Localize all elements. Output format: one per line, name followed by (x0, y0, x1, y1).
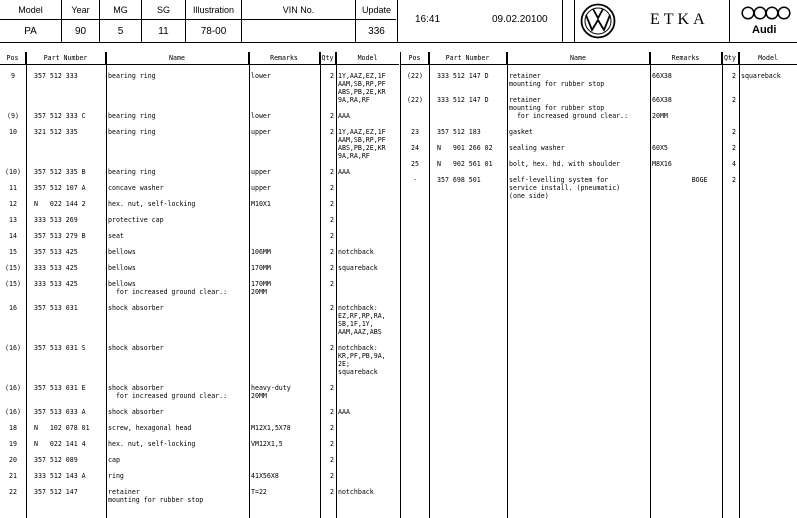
vin-label: VIN No. (282, 5, 315, 15)
cell-remarks: lower (251, 112, 271, 120)
model-label: Model (18, 5, 43, 15)
vin-cell (242, 0, 356, 42)
cell-name: hex. nut, self-locking (108, 200, 196, 208)
cell-remarks: upper (251, 184, 271, 192)
cell-qty: 2 (330, 424, 334, 432)
cell-part-number: 357 512 107 A (34, 184, 86, 192)
cell-part-number: 333 512 147 D (437, 96, 489, 104)
cell-remarks: 106MM (251, 248, 271, 256)
cell-qty: 2 (330, 344, 334, 352)
left-parts-table (0, 52, 399, 518)
cell-pos: 11 (9, 184, 17, 192)
update-cell (356, 0, 398, 42)
cell-qty: 2 (330, 248, 334, 256)
left-col-qty-header: Qty (320, 52, 336, 64)
cell-qty: 2 (330, 216, 334, 224)
cell-qty: 2 (330, 384, 334, 392)
cell-name: gasket (509, 128, 533, 136)
cell-part-number: 321 512 335 (34, 128, 78, 136)
cell-pos: (16) (5, 344, 21, 352)
left-col-model-header: Model (357, 54, 378, 62)
year-cell (62, 0, 100, 42)
cell-qty: 2 (330, 264, 334, 272)
header-bar (0, 0, 797, 42)
cell-pos: (10) (5, 168, 21, 176)
cell-part-number: 357 512 333 C (34, 112, 86, 120)
cell-part-number: 333 512 147 D (437, 72, 489, 80)
cell-pos: 21 (9, 472, 17, 480)
etka-title: ETKA (650, 11, 709, 28)
cell-name: screw, hexagonal head (108, 424, 192, 432)
left-sep-3 (249, 52, 250, 518)
cell-name: bolt, hex. hd. with shoulder (509, 160, 621, 168)
cell-name: retainer mounting for rubber stop (108, 488, 204, 504)
cell-pos: 18 (9, 424, 17, 432)
cell-part-number: 357 512 147 (34, 488, 78, 496)
right-col-name-header: Name (507, 52, 650, 64)
cell-qty: 2 (330, 488, 334, 496)
update-label: Update (361, 5, 392, 15)
sg-value: 11 (158, 26, 169, 37)
audi-rings-icon (740, 6, 792, 20)
cell-pos: (16) (5, 408, 21, 416)
cell-name: ring (108, 472, 124, 480)
cell-pos: 10 (9, 128, 17, 136)
right-sep-5 (739, 52, 740, 518)
right-sep-2 (507, 52, 508, 518)
year-value: 90 (74, 26, 87, 37)
left-col-pos-header: Pos (0, 52, 26, 64)
left-col-part-header: Part Number (26, 52, 106, 64)
cell-part-number: 357 512 089 (34, 456, 78, 464)
right-sep-1 (429, 52, 430, 518)
cell-pos: (15) (5, 264, 21, 272)
illustration-label: Illustration (192, 5, 235, 15)
cell-name: bellows for increased ground clear.: (108, 280, 228, 296)
right-sep-4 (722, 52, 723, 518)
cell-name: retainer mounting for rubber stop for increased ground clear.: (509, 96, 629, 120)
cell-qty: 2 (330, 408, 334, 416)
model-value: PA (24, 26, 37, 37)
cell-model: 1Y,AAZ,EZ,1F AAM,SB,RP,PF ABS,PB,2E,KR 9A,RA,RF (338, 72, 386, 104)
cell-pos: 25 (411, 160, 419, 168)
header-bottom-line (0, 42, 797, 43)
cell-name: bellows (108, 248, 136, 256)
cell-name: protective cap (108, 216, 164, 224)
cell-part-number: 357 513 031 S (34, 344, 86, 352)
cell-qty: 2 (330, 200, 334, 208)
cell-part-number: N 901 266 02 (437, 144, 493, 152)
cell-remarks: T=22 (251, 488, 267, 496)
year-label: Year (71, 5, 90, 15)
mg-label: MG (113, 5, 128, 15)
cell-remarks: heavy-duty 20MM (251, 384, 291, 400)
cell-model: notchback (338, 248, 374, 256)
cell-pos: 22 (9, 488, 17, 496)
cell-pos: (22) (407, 72, 423, 80)
cell-name: sealing washer (509, 144, 565, 152)
cell-model: notchback: EZ,RF,RP,RA, SB,1F,1Y, AAM,AAZ,ABS (338, 304, 386, 336)
cell-pos: 19 (9, 440, 17, 448)
right-col-qty-header: Qty (722, 52, 739, 64)
cell-pos: (16) (5, 384, 21, 392)
cell-remarks: M10X1 (251, 200, 271, 208)
cell-remarks: BOGE (652, 176, 708, 184)
header-divider (0, 19, 396, 20)
cell-qty: 2 (732, 176, 736, 184)
cell-name: bearing ring (108, 112, 156, 120)
cell-part-number: N 022 141 4 (34, 440, 86, 448)
cell-pos: 15 (9, 248, 17, 256)
cell-qty: 2 (330, 304, 334, 312)
cell-qty: 2 (732, 144, 736, 152)
cell-name: shock absorber (108, 304, 164, 312)
left-sep-2 (106, 52, 107, 518)
cell-remarks: M8X16 (652, 160, 672, 168)
left-col-remarks-header: Remarks (249, 52, 320, 64)
model-cell (0, 0, 62, 42)
cell-pos: - (413, 176, 417, 184)
cell-qty: 2 (732, 72, 736, 80)
cell-pos: 23 (411, 128, 419, 136)
cell-model: notchback (338, 488, 374, 496)
cell-pos: 16 (9, 304, 17, 312)
cell-qty: 2 (330, 440, 334, 448)
cell-part-number: 357 512 183 (437, 128, 481, 136)
right-col-remarks-header: Remarks (650, 52, 722, 64)
cell-part-number: 357 513 279 B (34, 232, 86, 240)
date-display: 09.02.20100 (492, 14, 548, 25)
cell-part-number: 357 512 335 B (34, 168, 86, 176)
cell-qty: 2 (330, 232, 334, 240)
cell-part-number: 357 513 031 (34, 304, 78, 312)
time-display: 16:41 (415, 14, 441, 25)
left-sep-1 (26, 52, 27, 518)
cell-pos: 12 (9, 200, 17, 208)
illustration-cell (186, 0, 242, 42)
cell-pos: 14 (9, 232, 17, 240)
cell-part-number: 333 513 425 (34, 280, 78, 288)
cell-pos: (15) (5, 280, 21, 288)
cell-part-number: 333 513 269 (34, 216, 78, 224)
cell-part-number: 357 512 333 (34, 72, 78, 80)
cell-remarks: VM12X1,5 (251, 440, 283, 448)
cell-pos: 9 (11, 72, 15, 80)
cell-part-number: 357 513 425 (34, 248, 78, 256)
cell-qty: 2 (330, 112, 334, 120)
right-sep-3 (650, 52, 651, 518)
cell-part-number: N 102 078 01 (34, 424, 90, 432)
cell-name: retainer mounting for rubber stop (509, 72, 605, 88)
cell-part-number: 333 513 425 (34, 264, 78, 272)
cell-part-number: N 902 561 01 (437, 160, 493, 168)
right-col-pos-header: Pos (401, 52, 429, 64)
cell-model: AAA (338, 408, 350, 416)
cell-qty: 2 (732, 96, 736, 104)
cell-part-number: 357 513 031 E (34, 384, 86, 392)
cell-name: cap (108, 456, 120, 464)
cell-pos: 24 (411, 144, 419, 152)
cell-qty: 2 (330, 168, 334, 176)
cell-model: notchback: KR,PF,PB,9A, 2E; squareback (338, 344, 386, 376)
mg-cell (100, 0, 142, 42)
right-parts-table (401, 52, 797, 518)
cell-name: bearing ring (108, 168, 156, 176)
cell-remarks: 60X5 (652, 144, 668, 152)
cell-remarks: lower (251, 72, 271, 80)
cell-qty: 2 (330, 184, 334, 192)
cell-remarks: upper (251, 128, 271, 136)
cell-qty: 2 (330, 128, 334, 136)
cell-remarks: 170MM 20MM (251, 280, 271, 296)
cell-qty: 2 (330, 280, 334, 288)
sg-label: SG (156, 5, 170, 15)
audi-wordmark: Audi (752, 24, 777, 36)
left-header-line (0, 64, 399, 65)
cell-name: shock absorber (108, 408, 164, 416)
right-col-part-header: Part Number (429, 52, 507, 64)
cell-name: bellows (108, 264, 136, 272)
sg-cell (142, 0, 186, 42)
cell-name: hex. nut, self-locking (108, 440, 196, 448)
cell-remarks: 66X38 20MM (652, 96, 672, 120)
cell-part-number: 357 698 501 (437, 176, 481, 184)
cell-remarks: upper (251, 168, 271, 176)
cell-pos: 20 (9, 456, 17, 464)
cell-name: bearing ring (108, 128, 156, 136)
cell-part-number: N 022 144 2 (34, 200, 86, 208)
cell-remarks: 66X38 (652, 72, 672, 80)
left-sep-5 (336, 52, 337, 518)
cell-name: shock absorber for increased ground clear.: (108, 384, 228, 400)
cell-name: concave washer (108, 184, 164, 192)
left-sep-4 (320, 52, 321, 518)
cell-model: squareback (741, 72, 781, 80)
cell-qty: 2 (330, 456, 334, 464)
logo-separator-right (729, 0, 730, 42)
logo-separator-inner (574, 0, 575, 42)
cell-qty: 4 (732, 160, 736, 168)
cell-qty: 2 (330, 472, 334, 480)
cell-name: bearing ring (108, 72, 156, 80)
cell-model: squareback (338, 264, 378, 272)
cell-pos: (9) (7, 112, 19, 120)
update-value: 336 (368, 26, 385, 37)
cell-remarks: 41X56X8 (251, 472, 279, 480)
right-col-model-header: Model (758, 54, 778, 62)
logo-separator-left (562, 0, 563, 42)
illustration-value: 78-00 (200, 26, 227, 37)
vw-logo-icon (580, 3, 616, 39)
left-col-name-header: Name (106, 52, 249, 64)
mg-value: 5 (117, 26, 124, 37)
cell-pos: 13 (9, 216, 17, 224)
cell-remarks: 170MM (251, 264, 271, 272)
cell-name: seat (108, 232, 124, 240)
cell-model: 1Y,AAZ,EZ,1F AAM,SB,RP,PF ABS,PB,2E,KR 9A,RA,RF (338, 128, 386, 160)
cell-model: AAA (338, 112, 350, 120)
right-header-line (401, 64, 797, 65)
cell-pos: (22) (407, 96, 423, 104)
cell-part-number: 357 513 033 A (34, 408, 86, 416)
cell-name: self-levelling system for service install. (pneumatic) (one side) (509, 176, 621, 200)
cell-part-number: 333 512 143 A (34, 472, 86, 480)
cell-model: AAA (338, 168, 350, 176)
cell-qty: 2 (330, 72, 334, 80)
cell-qty: 2 (732, 128, 736, 136)
cell-name: shock absorber (108, 344, 164, 352)
cell-remarks: M12X1,5X78 (251, 424, 291, 432)
